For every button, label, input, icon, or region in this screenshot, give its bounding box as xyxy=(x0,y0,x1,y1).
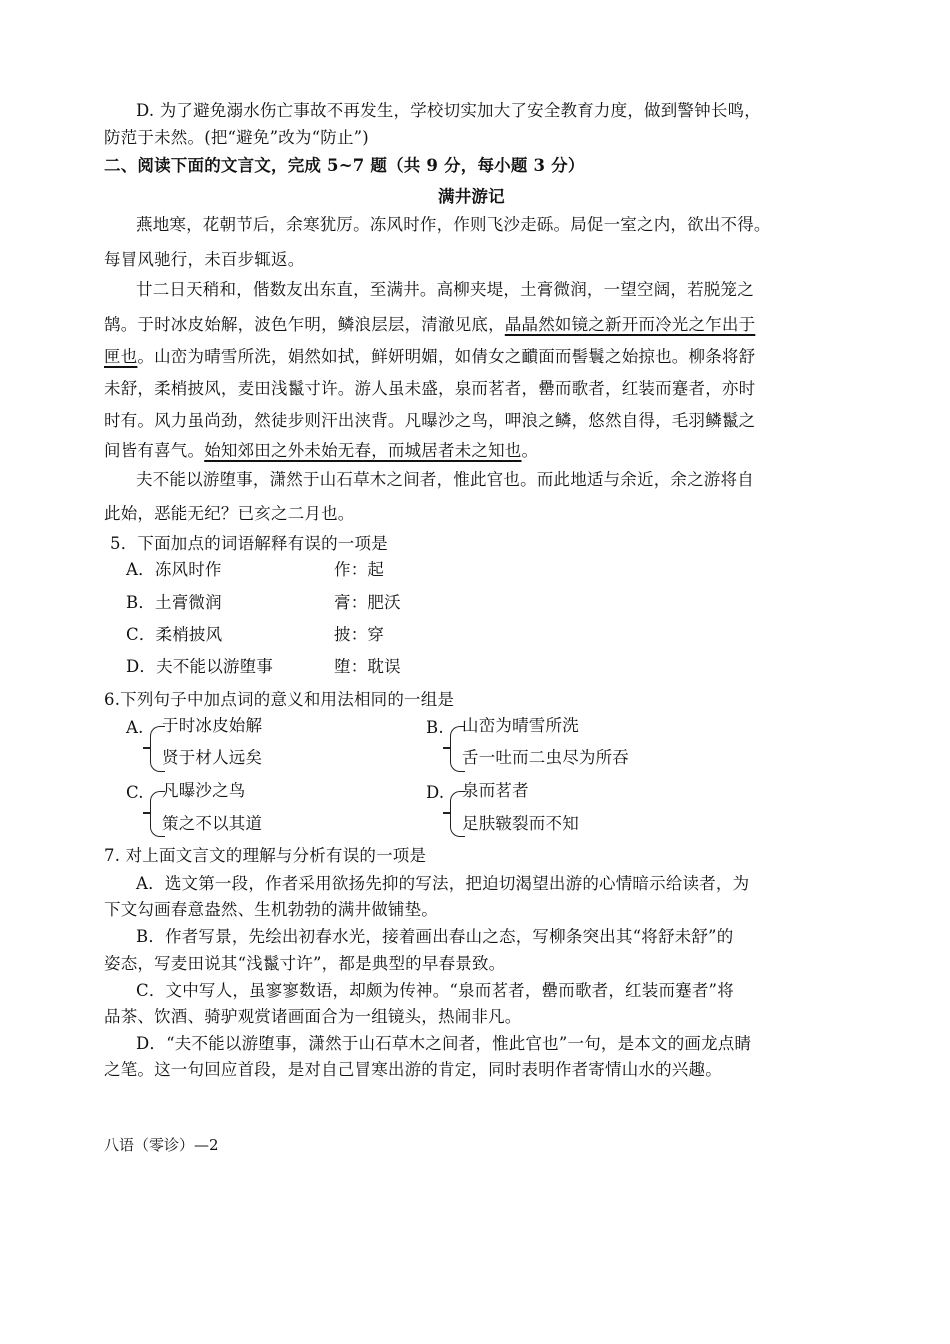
q4-option-d-line1: D. 为了避免溺水伤亡事故不再发生，学校切实加大了安全教育力度，做到警钟长鸣， xyxy=(136,101,761,120)
underlined-sentence-2: 始知郊田之外未始无春，而城居者未之知也 xyxy=(204,441,522,460)
q6-option-b-label: B. xyxy=(426,718,444,737)
passage-title: 满井游记 xyxy=(438,187,505,206)
q5-option-d-gloss: 堕：耽误 xyxy=(334,657,401,676)
q5-stem: 5．下面加点的词语解释有误的一项是 xyxy=(110,534,388,553)
passage-p2-line4: 未舒，柔梢披风，麦田浅鬣寸许。游人虽未盛，泉而茗者，罍而歌者，红装而蹇者，亦时 xyxy=(104,379,756,398)
section2-heading: 二、阅读下面的文言文，完成 5~7 题（共 9 分，每小题 3 分） xyxy=(104,156,585,175)
passage-p2-line3 xyxy=(104,346,755,368)
q7-option-b-line1: B．作者写景，先绘出初春水光，接着画出春山之态，写柳条突出其“将舒未舒”的 xyxy=(136,927,734,946)
underlined-sentence-1a: 晶晶然如镜之新开而冷光之乍出于 xyxy=(504,315,756,334)
passage-p2-line3-plain: 。山峦为晴雪所洗，娟然如拭，鲜妍明媚，如倩女之靧面而髻鬟之始掠也。柳条将舒 xyxy=(137,347,756,366)
q5-option-c: C．柔梢披风 xyxy=(126,625,223,644)
q5-option-b: B．土膏微润 xyxy=(126,593,222,612)
passage-p2-line6-end: 。 xyxy=(521,441,539,460)
q6-stem: 6.下列句子中加点词的意义和用法相同的一组是 xyxy=(104,690,455,709)
q7-option-c-line2: 品茶、饮酒、骑驴观赏诸画面合为一组镜头，热闹非凡。 xyxy=(104,1007,522,1026)
passage-p2-line1: 廿二日天稍和，偕数友出东直，至满井。高柳夹堤，土膏微润，一望空阔，若脱笼之 xyxy=(136,280,754,299)
q6-option-c-sentence2: 策之不以其道 xyxy=(162,814,263,833)
q6-option-a-sentence1: 于时冰皮始解 xyxy=(162,716,263,735)
q5-option-b-gloss: 膏：肥沃 xyxy=(334,593,401,612)
q7-stem: 7. 对上面文言文的理解与分析有误的一项是 xyxy=(104,846,427,865)
q5-option-d: D．夫不能以游堕事 xyxy=(126,657,274,676)
passage-p1-line2: 每冒风驰行，未百步辄返。 xyxy=(104,250,305,269)
q5-option-a-gloss: 作：起 xyxy=(334,560,385,579)
passage-p3-line1: 夫不能以游堕事，潇然于山石草木之间者，惟此官也。而此地适与余近，余之游将自 xyxy=(136,470,754,489)
passage-p2-line2 xyxy=(104,314,755,336)
underlined-sentence-1b: 匣也 xyxy=(104,347,138,366)
q4-option-d-line2: 防范于未然。(把“避免”改为“防止”) xyxy=(104,128,369,147)
passage-p2-line6-plain: 间皆有喜气。 xyxy=(104,441,205,460)
q7-option-a-line1: A．选文第一段，作者采用欲扬先抑的写法，把迫切渴望出游的心情暗示给读者，为 xyxy=(136,874,750,893)
q7-option-d-line2: 之笔。这一句回应首段，是对自己冒寒出游的肯定，同时表明作者寄情山水的兴趣。 xyxy=(104,1060,722,1079)
q6-option-d-label: D. xyxy=(426,783,445,802)
passage-p2-line2-plain: 鹄。于时冰皮始解，波色乍明，鳞浪层层，清澈见底， xyxy=(104,315,505,334)
q7-option-d-line1: D．“夫不能以游堕事，潇然于山石草木之间者，惟此官也”一句，是本文的画龙点睛 xyxy=(136,1034,752,1053)
q6-option-d-sentence2: 足肤皲裂而不知 xyxy=(462,814,579,833)
passage-p1-line1: 燕地寒，花朝节后，余寒犹厉。冻风时作，作则飞沙走砾。局促一室之内，欲出不得。 xyxy=(136,215,771,234)
q7-option-b-line2: 姿态，写麦田说其“浅鬣寸许”，都是典型的早春景致。 xyxy=(104,954,506,973)
q6-option-b-sentence1: 山峦为晴雪所洗 xyxy=(462,716,579,735)
q7-option-a-line2: 下文勾画春意盎然、生机勃勃的满井做铺垫。 xyxy=(104,900,438,919)
q6-option-d-sentence1: 泉而茗者 xyxy=(462,781,529,800)
passage-p2-line6 xyxy=(104,440,538,462)
q6-option-a-sentence2: 贤于材人远矣 xyxy=(162,748,263,767)
page-footer-label: 八语（零诊）—2 xyxy=(104,1136,219,1154)
q6-option-a-label: A. xyxy=(126,718,144,737)
passage-p3-line2: 此始，恶能无纪？已亥之二月也。 xyxy=(104,504,355,523)
q6-option-b-sentence2: 舌一吐而二虫尽为所吞 xyxy=(462,748,629,767)
q6-option-c-label: C. xyxy=(126,783,144,802)
q7-option-c-line1: C．文中写人，虽寥寥数语，却颇为传神。“泉而茗者，罍而歌者，红装而蹇者”将 xyxy=(136,981,734,1000)
q6-option-c-sentence1: 凡曝沙之鸟 xyxy=(162,781,246,800)
q5-option-c-gloss: 披：穿 xyxy=(334,625,385,644)
passage-p2-line5: 时有。风力虽尚劲，然徒步则汗出浃背。凡曝沙之鸟，呷浪之鳞，悠然自得，毛羽鳞鬣之 xyxy=(104,411,756,430)
q5-option-a: A．冻风时作 xyxy=(126,560,222,579)
